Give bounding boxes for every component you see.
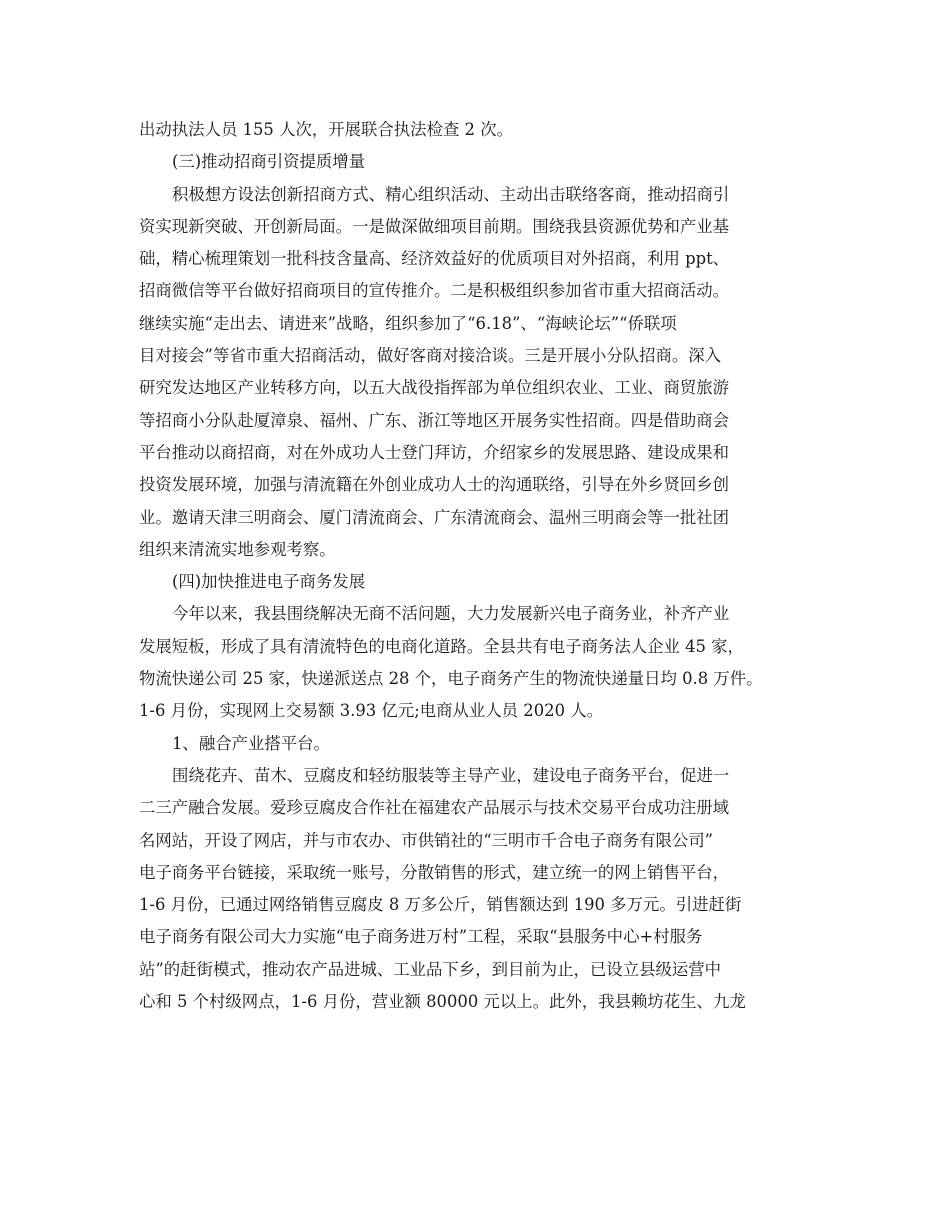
text-line: 心和 5 个村级网点，1-6 月份，营业额 80000 元以上。此外，我县赖坊花生、九龙 [139, 992, 746, 1012]
text-line: 资实现新突破、开创新局面。一是做深做细项目前期。围绕我县资源优势和产业基 [139, 216, 730, 236]
text-line: 组织来清流实地参观考察。 [139, 539, 336, 559]
text-line: 1-6 月份，实现网上交易额 3.93 亿元;电商从业人员 2020 人。 [139, 701, 603, 721]
text-line: 名网站，开设了网店，并与市农办、市供销社的“三明市千合电子商务有限公司” [139, 830, 714, 850]
text-line: 二三产融合发展。爱珍豆腐皮合作社在福建农产品展示与技术交易平台成功注册域 [139, 798, 730, 818]
text-line: 础，精心梳理策划一批科技含量高、经济效益好的优质项目对外招商，利用 ppt、 [139, 249, 730, 269]
text-line: 电子商务有限公司大力实施“电子商务进万村”工程，采取“县服务中心+村服务 [139, 927, 703, 947]
text-line: 平台推动以商招商，对在外成功人士登门拜访，介绍家乡的发展思路、建设成果和 [139, 442, 730, 462]
text-line: 出动执法人员 155 人次，开展联合执法检查 2 次。 [139, 120, 513, 139]
text-line: 1、融合产业搭平台。 [172, 733, 330, 753]
text-line: 围绕花卉、苗木、豆腐皮和轻纺服装等主导产业，建设电子商务平台，促进一 [172, 765, 730, 785]
text-line: 继续实施“走出去、请进来”战略，组织参加了“6.18”、“海峡论坛”“侨联项 [139, 313, 677, 333]
document-body [139, 114, 815, 1018]
text-line: 业。邀请天津三明商会、厦门清流商会、广东清流商会、温州三明商会等一批社团 [139, 507, 730, 527]
text-line: 电子商务平台链接，采取统一账号，分散销售的形式，建立统一的网上销售平台， [139, 862, 730, 882]
text-line: 研究发达地区产业转移方向，以五大战役指挥部为单位组织农业、工业、商贸旅游 [139, 378, 730, 398]
text-line: (四)加快推进电子商务发展 [172, 572, 366, 592]
text-line: 1-6 月份，已通过网络销售豆腐皮 8 万多公斤，销售额达到 190 多万元。引进赶街 [139, 895, 742, 915]
text-line: 发展短板，形成了具有清流特色的电商化道路。全县共有电子商务法人企业 45 家， [139, 636, 744, 656]
text-line: 今年以来，我县围绕解决无商不活问题，大力发展新兴电子商务业，补齐产业 [172, 604, 730, 624]
text-line: 等招商小分队赴厦漳泉、福州、广东、浙江等地区开展务实性招商。四是借助商会 [139, 410, 730, 430]
text-line: 积极想方设法创新招商方式、精心组织活动、主动出击联络客商，推动招商引 [172, 184, 730, 204]
text-line: 投资发展环境，加强与清流籍在外创业成功人士的沟通联络，引导在外乡贤回乡创 [139, 475, 730, 495]
text-line: 物流快递公司 25 家，快递派送点 28 个，电子商务产生的物流快递量日均 0.8 万件。 [139, 669, 763, 689]
text-line: 目对接会”等省市重大招商活动，做好客商对接洽谈。三是开展小分队招商。深入 [139, 346, 722, 366]
text-line: (三)推动招商引资提质增量 [172, 152, 366, 172]
text-line: 招商微信等平台做好招商项目的宣传推介。二是积极组织参加省市重大招商活动。 [139, 281, 730, 301]
text-line: 站”的赶街模式，推动农产品进城、工业品下乡，到目前为止，已设立县级运营中 [139, 959, 722, 979]
